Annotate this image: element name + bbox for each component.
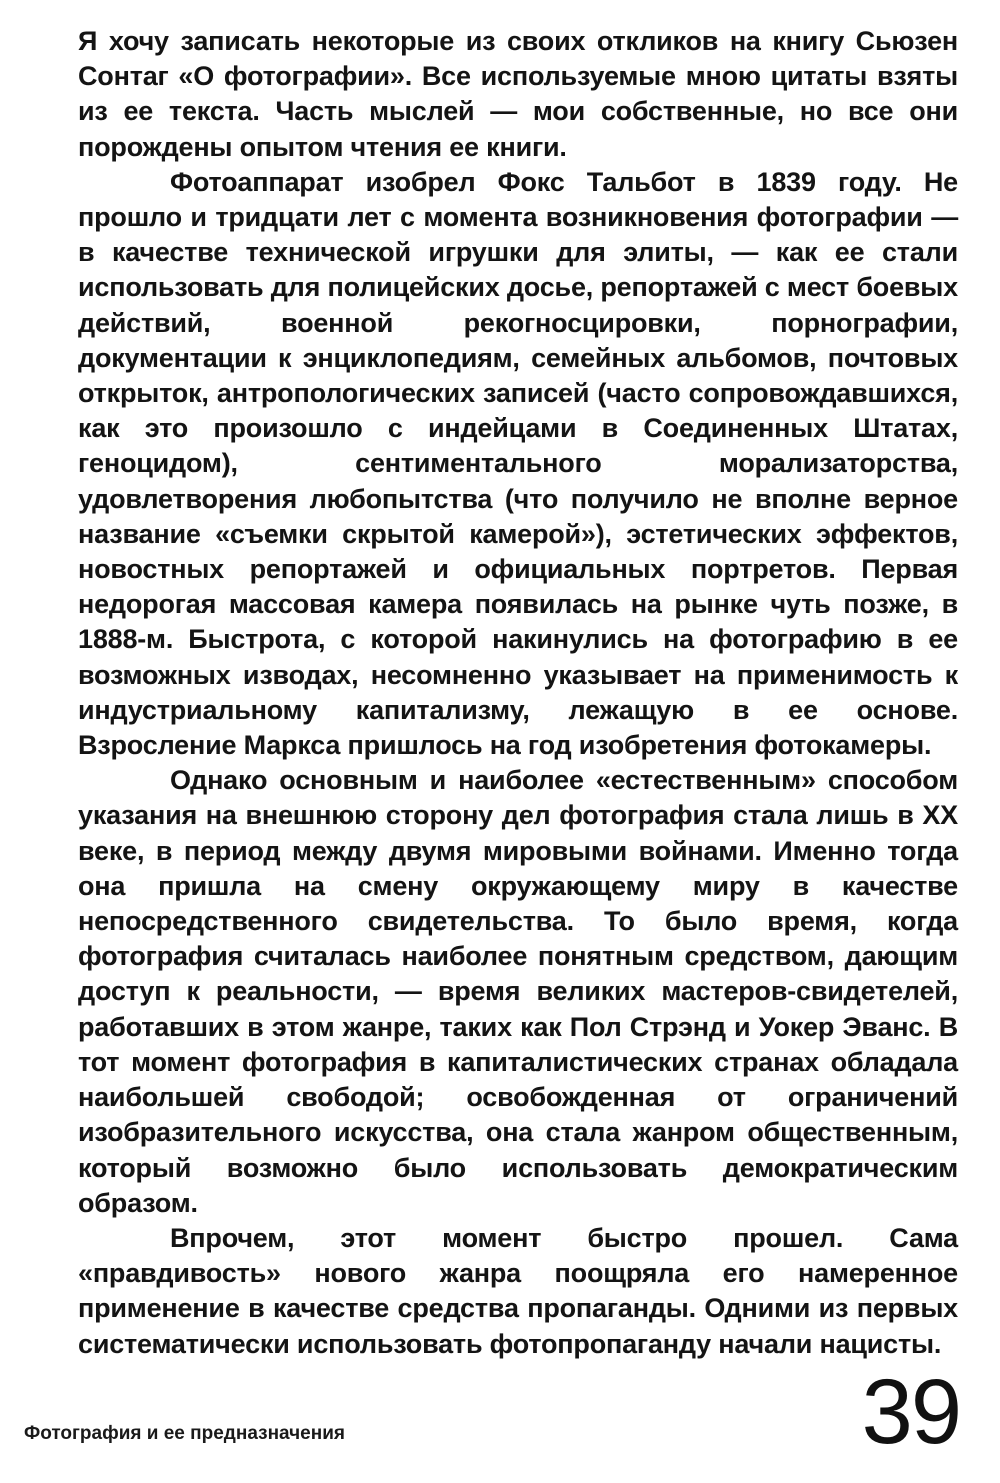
paragraph-4: Впрочем, этот момент быстро прошел. Сама «правдивость» нового жанра поощряла его намеренное применение в качестве средства пропаганды. Одними из первых систематически использовать фотопропаганду начали нацисты. xyxy=(78,1222,958,1359)
paragraph-2: Фотоаппарат изобрел Фокс Тальбот в 1839 году. Не прошло и тридцати лет с момента возникновения фотографии — в качестве технической игрушки для элиты, — как ее стали использовать для полицейских досье, репортажей с мест боевых действий, военной рекогносцировки, порнографии, документации к энциклопедиям, семейных альбомов, почтовых открыток, антропологических записей (часто сопровождавшихся, как это произошло с индейцами в Соединенных Штатах, геноцидом), сентиментального морализаторства, удовлетворения любопытства (что получило не вполне верное название «съемки скрытой камерой»), эстетических эффектов, новостных репортажей и официальных портретов. Первая недорогая массовая камера появилась на рынке чуть позже, в 1888-м. Быстрота, с которой накинулись на фотографию в ее возможных изводах, несомненно указывает на применимость к индустриальному капитализму, лежащую в ее основе. Взросление Маркса пришлось на год изобретения фотокамеры. xyxy=(78,166,958,761)
running-title: Фотография и ее предназначения xyxy=(24,1423,345,1444)
paragraph-3: Однако основным и наиболее «естественным» способом указания на внешнюю сторону дел фотография стала лишь в XX веке, в период между двумя мировыми войнами. Именно тогда она пришла на смену окружающему миру в качестве непосредственного свидетельства. То было время, когда фотография считалась наиболее понятным средством, дающим доступ к реальности, — время великих мастеров-свидетелей, работавших в этом жанре, таких как Пол Стрэнд и Уокер Эванс. В тот момент фотография в капиталистических странах обладала наибольшей свободой; освобожденная от ограничений изобразительного искусства, она стала жанром общественным, который возможно было использовать демократическим образом. xyxy=(78,765,958,1218)
paragraph-1: Я хочу записать некоторые из своих откликов на книгу Сьюзен Сонтаг «О фотографии». Все используемые мною цитаты взяты из ее текста. Часть мыслей — мои собственные, но все они порождены опытом чтения ее книги. xyxy=(78,26,958,162)
body-text xyxy=(78,24,958,1362)
page-number: 39 xyxy=(861,1361,960,1463)
